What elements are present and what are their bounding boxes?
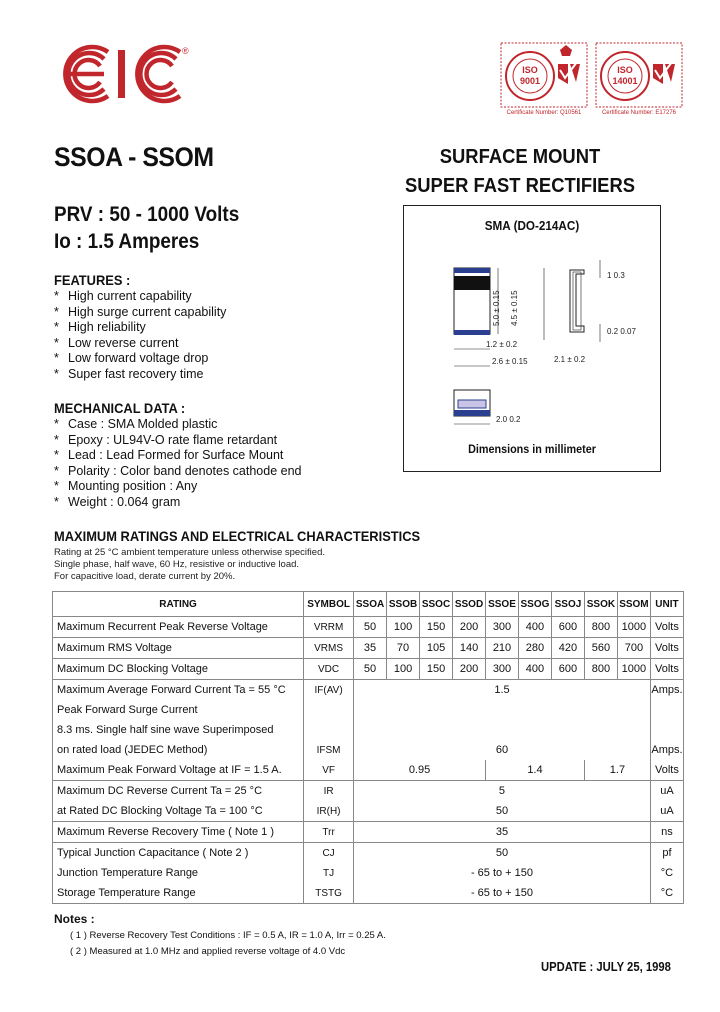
update-date: UPDATE : JULY 25, 1998 (541, 960, 671, 974)
table-cell: on rated load (JEDEC Method) (53, 740, 304, 760)
table-cell: 1.4 (486, 760, 585, 781)
ratings-heading: MAXIMUM RATINGS AND ELECTRICAL CHARACTERISTICS (54, 528, 421, 544)
table-cell: Amps. (650, 740, 683, 760)
table-cell: VDC (304, 659, 354, 680)
iso9001-certificate (500, 42, 588, 126)
list-item: * Lead : Lead Formed for Surface Mount (54, 448, 284, 463)
table-header (53, 592, 684, 617)
table-header-cell: SSOG (518, 592, 551, 617)
io-rating: Io : 1.5 Amperes (54, 230, 200, 253)
features-list (54, 289, 226, 383)
table-cell: 35 (354, 822, 651, 843)
table-cell: Volts (650, 638, 683, 659)
table-cell (650, 720, 683, 740)
table-header-cell: SSOK (584, 592, 617, 617)
table-header-cell: SSOJ (551, 592, 584, 617)
table-cell: 1.7 (584, 760, 650, 781)
table-cell: IR(H) (304, 801, 354, 822)
list-item: * High current capability (54, 289, 192, 303)
eic-logo (60, 42, 195, 106)
table-cell: Maximum DC Blocking Voltage (53, 659, 304, 680)
title-line-1: SURFACE MOUNT (439, 146, 601, 168)
table-cell: 1000 (617, 617, 650, 638)
table-header-cell: UNIT (650, 592, 683, 617)
table-cell: Maximum Recurrent Peak Reverse Voltage (53, 617, 304, 638)
table-cell: - 65 to + 150 (354, 883, 651, 904)
svg-text:ISO: ISO (617, 65, 633, 75)
registered-mark: ® (182, 46, 189, 56)
table-cell: Maximum DC Reverse Current Ta = 25 °C (53, 781, 304, 802)
table-cell (354, 700, 651, 720)
table-cell: 100 (387, 659, 420, 680)
footnote-2: ( 2 ) Measured at 1.0 MHz and applied reverse voltage of 4.0 Vdc (70, 946, 346, 957)
table-cell: 8.3 ms. Single half sine wave Superimposed (53, 720, 304, 740)
table-cell: 60 (354, 740, 651, 760)
table-header-cell: RATING (53, 592, 304, 617)
table-cell: 700 (617, 638, 650, 659)
table-cell: IF(AV) (304, 680, 354, 701)
table-cell: 800 (584, 659, 617, 680)
table-cell: 50 (354, 801, 651, 822)
table-cell: 400 (518, 659, 551, 680)
svg-text:14001: 14001 (612, 76, 638, 86)
rating-note: Rating at 25 °C ambient temperature unless otherwise specified. (54, 547, 325, 558)
table-cell: uA (650, 801, 683, 822)
table-cell: IR (304, 781, 354, 802)
table-cell: 300 (486, 659, 519, 680)
table-cell: 400 (518, 617, 551, 638)
table-cell: °C (650, 883, 683, 904)
table-row (53, 617, 684, 638)
table-cell: Volts (650, 760, 683, 781)
table-cell: 560 (584, 638, 617, 659)
table-cell: 35 (354, 638, 387, 659)
mechanical-list (54, 417, 302, 511)
table-row (53, 863, 684, 883)
prv-rating: PRV : 50 - 1000 Volts (54, 203, 240, 226)
table-cell: uA (650, 781, 683, 802)
list-item: * Super fast recovery time (54, 366, 204, 381)
cert-number: Certificate Number: Q10561 (506, 110, 582, 116)
table-cell: Trr (304, 822, 354, 843)
table-cell: pf (650, 843, 683, 864)
dim-5-0: 5.0 ± 0.15 (492, 290, 501, 326)
table-cell: 280 (518, 638, 551, 659)
table-cell: ns (650, 822, 683, 843)
list-item: * Low reverse current (54, 335, 179, 350)
mechanical-heading: MECHANICAL DATA : (54, 400, 186, 416)
table-row (53, 740, 684, 760)
dim-2-0: 2.0 0.2 (496, 415, 521, 424)
table-cell: 50 (354, 843, 651, 864)
table-cell: Volts (650, 659, 683, 680)
table-row (53, 883, 684, 904)
table-header-cell: SYMBOL (304, 592, 354, 617)
table-cell: 100 (387, 617, 420, 638)
table-cell (304, 720, 354, 740)
svg-text:ISO: ISO (522, 65, 538, 75)
table-cell: Storage Temperature Range (53, 883, 304, 904)
table-header-cell: SSOE (486, 592, 519, 617)
dim-0-2: 0.2 0.07 (607, 327, 636, 336)
table-row (53, 638, 684, 659)
table-cell: 50 (354, 617, 387, 638)
table-cell: Maximum Reverse Recovery Time ( Note 1 ) (53, 822, 304, 843)
table-row (53, 801, 684, 822)
table-cell: - 65 to + 150 (354, 863, 651, 883)
list-item: * Weight : 0.064 gram (54, 494, 181, 509)
package-title: SMA (DO-214AC) (484, 218, 580, 233)
table-cell: 70 (387, 638, 420, 659)
cert-number: Certificate Number: E17276 (601, 110, 677, 116)
table-cell: CJ (304, 843, 354, 864)
list-item: * Polarity : Color band denotes cathode end (54, 463, 302, 478)
table-cell (304, 700, 354, 720)
table-cell: Maximum Peak Forward Voltage at IF = 1.5 A. (53, 760, 304, 781)
package-footer: Dimensions in millimeter (468, 442, 596, 456)
package-diagram (403, 205, 661, 472)
list-item: * High surge current capability (54, 304, 227, 319)
table-cell: °C (650, 863, 683, 883)
table-cell: 800 (584, 617, 617, 638)
table-cell: TSTG (304, 883, 354, 904)
table-cell: 200 (453, 617, 486, 638)
table-cell: 50 (354, 659, 387, 680)
notes-heading: Notes : (54, 912, 95, 926)
table-cell: 300 (486, 617, 519, 638)
list-item: * Case : SMA Molded plastic (54, 417, 218, 431)
dim-2-6: 2.6 ± 0.15 (492, 357, 528, 366)
table-header-cell: SSOC (420, 592, 453, 617)
table-cell: IFSM (304, 740, 354, 760)
table-cell: 210 (486, 638, 519, 659)
table-header-cell: SSOD (453, 592, 486, 617)
ratings-table (52, 591, 684, 904)
table-cell: Peak Forward Surge Current (53, 700, 304, 720)
iso14001-certificate (595, 42, 683, 126)
table-cell: 420 (551, 638, 584, 659)
footnote-1: ( 1 ) Reverse Recovery Test Conditions : IF = 0.5 A, IR = 1.0 A, Irr = 0.25 A. (70, 930, 386, 941)
rating-note: Single phase, half wave, 60 Hz, resistive or inductive load. (54, 559, 300, 570)
dim-2-1: 2.1 ± 0.2 (554, 355, 586, 364)
table-cell: 1000 (617, 659, 650, 680)
table-cell: 105 (420, 638, 453, 659)
table-row (53, 680, 684, 701)
table-row (53, 781, 684, 802)
table-cell: Typical Junction Capacitance ( Note 2 ) (53, 843, 304, 864)
table-cell: 600 (551, 659, 584, 680)
table-cell: Junction Temperature Range (53, 863, 304, 883)
table-row (53, 760, 684, 781)
table-cell: Volts (650, 617, 683, 638)
table-cell: 600 (551, 617, 584, 638)
table-row (53, 659, 684, 680)
table-cell: 0.95 (354, 760, 486, 781)
svg-text:9001: 9001 (519, 76, 541, 86)
title-line-2: SUPER FAST RECTIFIERS (404, 175, 636, 197)
table-row (53, 822, 684, 843)
table-cell: Maximum Average Forward Current Ta = 55 °C (53, 680, 304, 701)
list-item: * Low forward voltage drop (54, 351, 209, 366)
table-cell: 5 (354, 781, 651, 802)
dim-1-2: 1.2 ± 0.2 (486, 340, 518, 349)
list-item: * Mounting position : Any (54, 479, 198, 494)
table-cell: VF (304, 760, 354, 781)
features-heading: FEATURES : (54, 272, 131, 288)
table-cell: 150 (420, 617, 453, 638)
table-cell: 1.5 (354, 680, 651, 701)
table-row (53, 700, 684, 720)
table-cell: VRMS (304, 638, 354, 659)
model-range: SSOA - SSOM (54, 142, 214, 172)
dim-4-5: 4.5 ± 0.15 (510, 290, 519, 326)
table-cell (354, 720, 651, 740)
table-cell: at Rated DC Blocking Voltage Ta = 100 °C (53, 801, 304, 822)
table-cell: Amps. (650, 680, 683, 701)
table-cell: VRRM (304, 617, 354, 638)
table-cell: 200 (453, 659, 486, 680)
dim-1-0: 1 0.3 (607, 271, 625, 280)
table-header-cell: SSOA (354, 592, 387, 617)
table-row (53, 843, 684, 864)
table-cell: Maximum RMS Voltage (53, 638, 304, 659)
table-cell: 140 (453, 638, 486, 659)
list-item: * High reliability (54, 320, 146, 335)
table-cell (650, 700, 683, 720)
list-item: * Epoxy : UL94V-O rate flame retardant (54, 432, 278, 447)
table-header-cell: SSOB (387, 592, 420, 617)
table-cell: TJ (304, 863, 354, 883)
table-header-cell: SSOM (617, 592, 650, 617)
rating-note: For capacitive load, derate current by 20%. (54, 571, 236, 582)
table-row (53, 720, 684, 740)
table-cell: 150 (420, 659, 453, 680)
